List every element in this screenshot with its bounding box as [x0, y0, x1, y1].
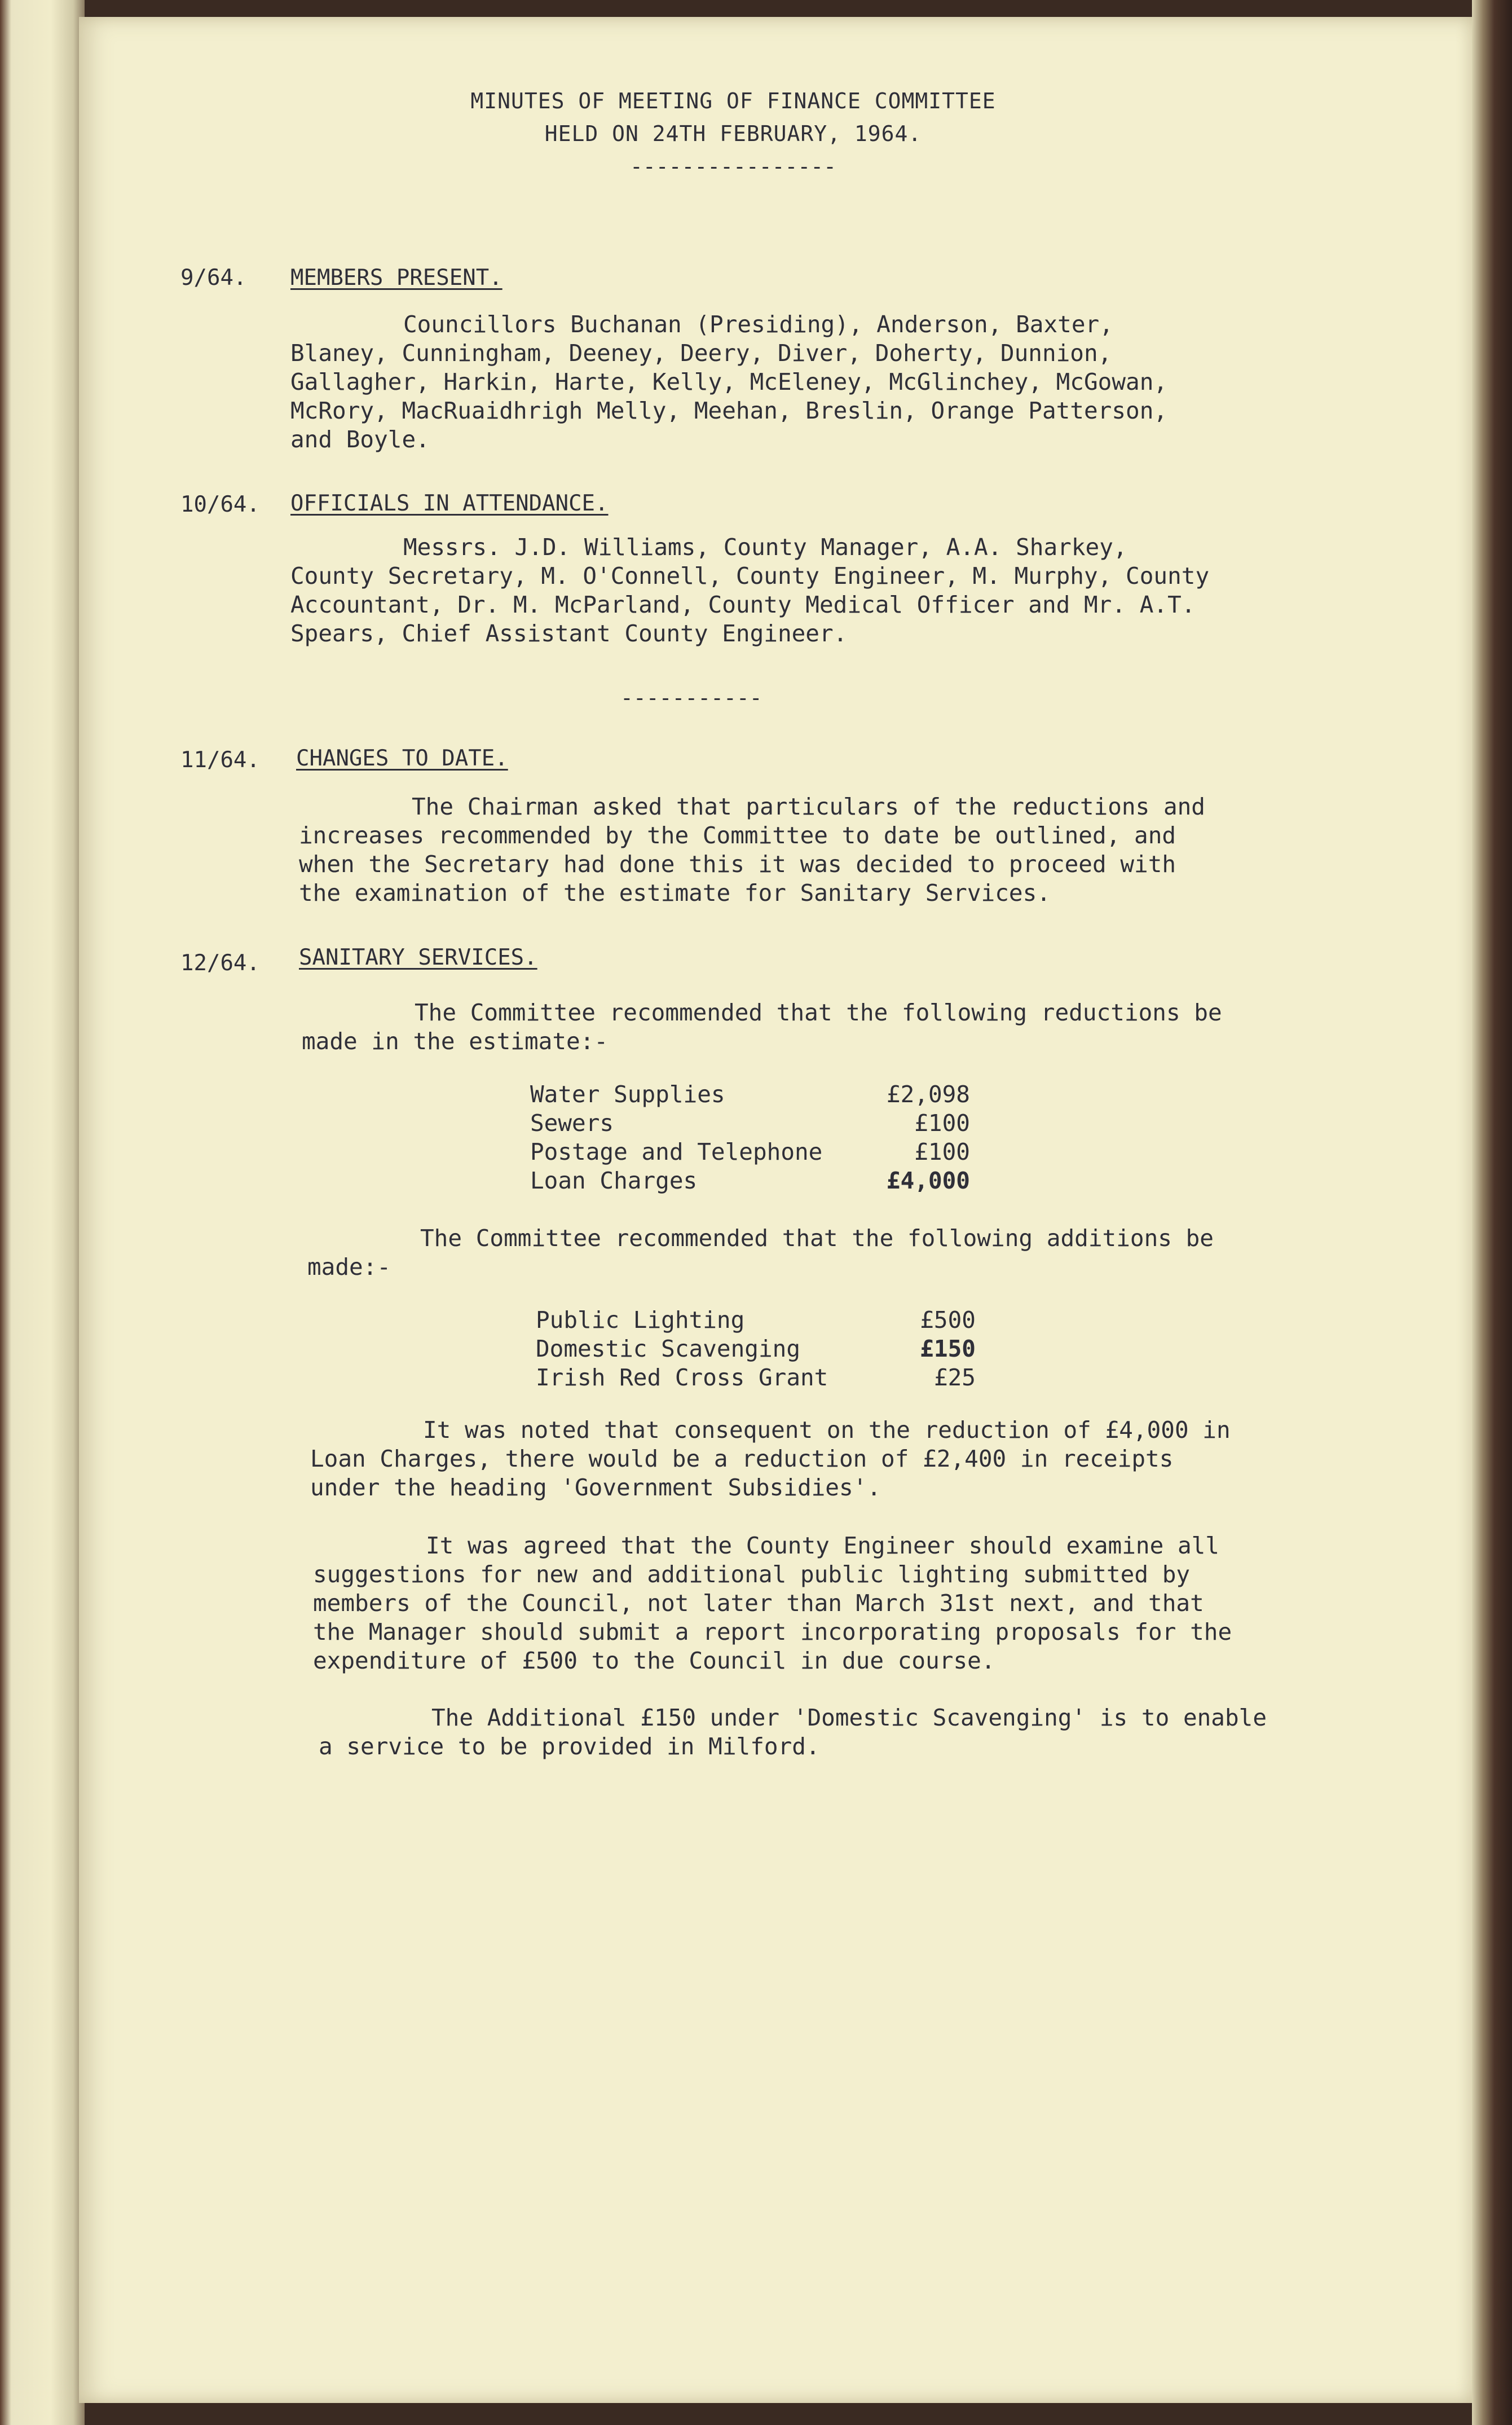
section-heading: SANITARY SERVICES. [299, 945, 537, 970]
item-label: Sewers [530, 1110, 614, 1137]
header-date: HELD ON 24TH FEBRUARY, 1964. [544, 121, 922, 146]
item-amount: £2,098 [886, 1081, 970, 1108]
table-row [530, 1138, 970, 1167]
header-rule: ---------------- [629, 154, 837, 179]
book-binding [0, 0, 85, 2425]
section-number: 9/64. [180, 265, 247, 291]
scavenging-paragraph: The Additional £150 under 'Domestic Scavenging' is to enable a service to be provided in Milford. [319, 1704, 1267, 1760]
loan-charges-paragraph: It was noted that consequent on the reduction of £4,000 in Loan Charges, there would be a reduction of £2,400 in receipts under the heading 'Government Subsidies'. [310, 1416, 1231, 1501]
table-row [530, 1167, 970, 1195]
item-label: Public Lighting [536, 1306, 745, 1333]
item-label: Postage and Telephone [530, 1138, 823, 1165]
section-number: 12/64. [180, 950, 260, 976]
section-heading: OFFICIALS IN ATTENDANCE. [290, 491, 609, 516]
section-number: 10/64. [180, 492, 260, 517]
table-row [530, 1109, 970, 1138]
section-divider: ----------- [620, 685, 762, 710]
table-row [530, 1080, 970, 1109]
members-list: Councillors Buchanan (Presiding), Anderson, Baxter, Blaney, Cunningham, Deeney, Deery, Diver, Doherty, Dunnion, Gallagher, Harkin, Harte, Kelly, McEleney, McGlinchey, McGowan, McRory, MacRuaidhrigh Melly, Meehan, Breslin, Orange Patterson, and Boyle. [290, 311, 1168, 453]
table-row [536, 1306, 976, 1335]
section-heading: CHANGES TO DATE. [296, 746, 508, 771]
item-amount: £100 [914, 1110, 970, 1137]
document-header [367, 85, 1100, 183]
item-amount: £25 [933, 1364, 976, 1391]
reductions-table [530, 1080, 970, 1195]
table-row [536, 1363, 976, 1392]
reductions-intro: The Committee recommended that the following reductions be made in the estimate:- [302, 999, 1222, 1055]
additions-intro: The Committee recommended that the following additions be made:- [307, 1225, 1214, 1280]
table-row [536, 1335, 976, 1363]
item-label: Irish Red Cross Grant [536, 1364, 828, 1391]
officials-list: Messrs. J.D. Williams, County Manager, A.A. Sharkey, County Secretary, M. O'Connell, County Engineer, M. Murphy, County Accountant, Dr. M. McParland, County Medical Officer and Mr. A.T. Spears, Chief Assistant County Engineer. [290, 534, 1210, 647]
section-number: 11/64. [180, 747, 260, 773]
changes-paragraph: The Chairman asked that particulars of the reductions and increases recommended by the Committee to date be outlined, and when the Secretary had done this it was decided to proceed with the examination of the estimate for Sanitary Services. [299, 793, 1205, 906]
section-heading: MEMBERS PRESENT. [290, 265, 502, 291]
public-lighting-paragraph: It was agreed that the County Engineer should examine all suggestions for new and additional public lighting submitted by members of the Council, not later than March 31st next, and that the Manager should submit a report incorporating proposals for the expenditure of £500 to the Council in due course. [313, 1532, 1232, 1674]
item-amount: £500 [920, 1306, 976, 1333]
item-amount: £4,000 [886, 1167, 970, 1194]
item-label: Loan Charges [530, 1167, 698, 1194]
item-amount: £100 [914, 1138, 970, 1165]
additions-table [536, 1306, 976, 1392]
book-edge [1472, 0, 1512, 2425]
header-title: MINUTES OF MEETING OF FINANCE COMMITTEE [470, 89, 996, 113]
item-amount: £150 [920, 1335, 976, 1362]
item-label: Domestic Scavenging [536, 1335, 800, 1362]
item-label: Water Supplies [530, 1081, 725, 1108]
